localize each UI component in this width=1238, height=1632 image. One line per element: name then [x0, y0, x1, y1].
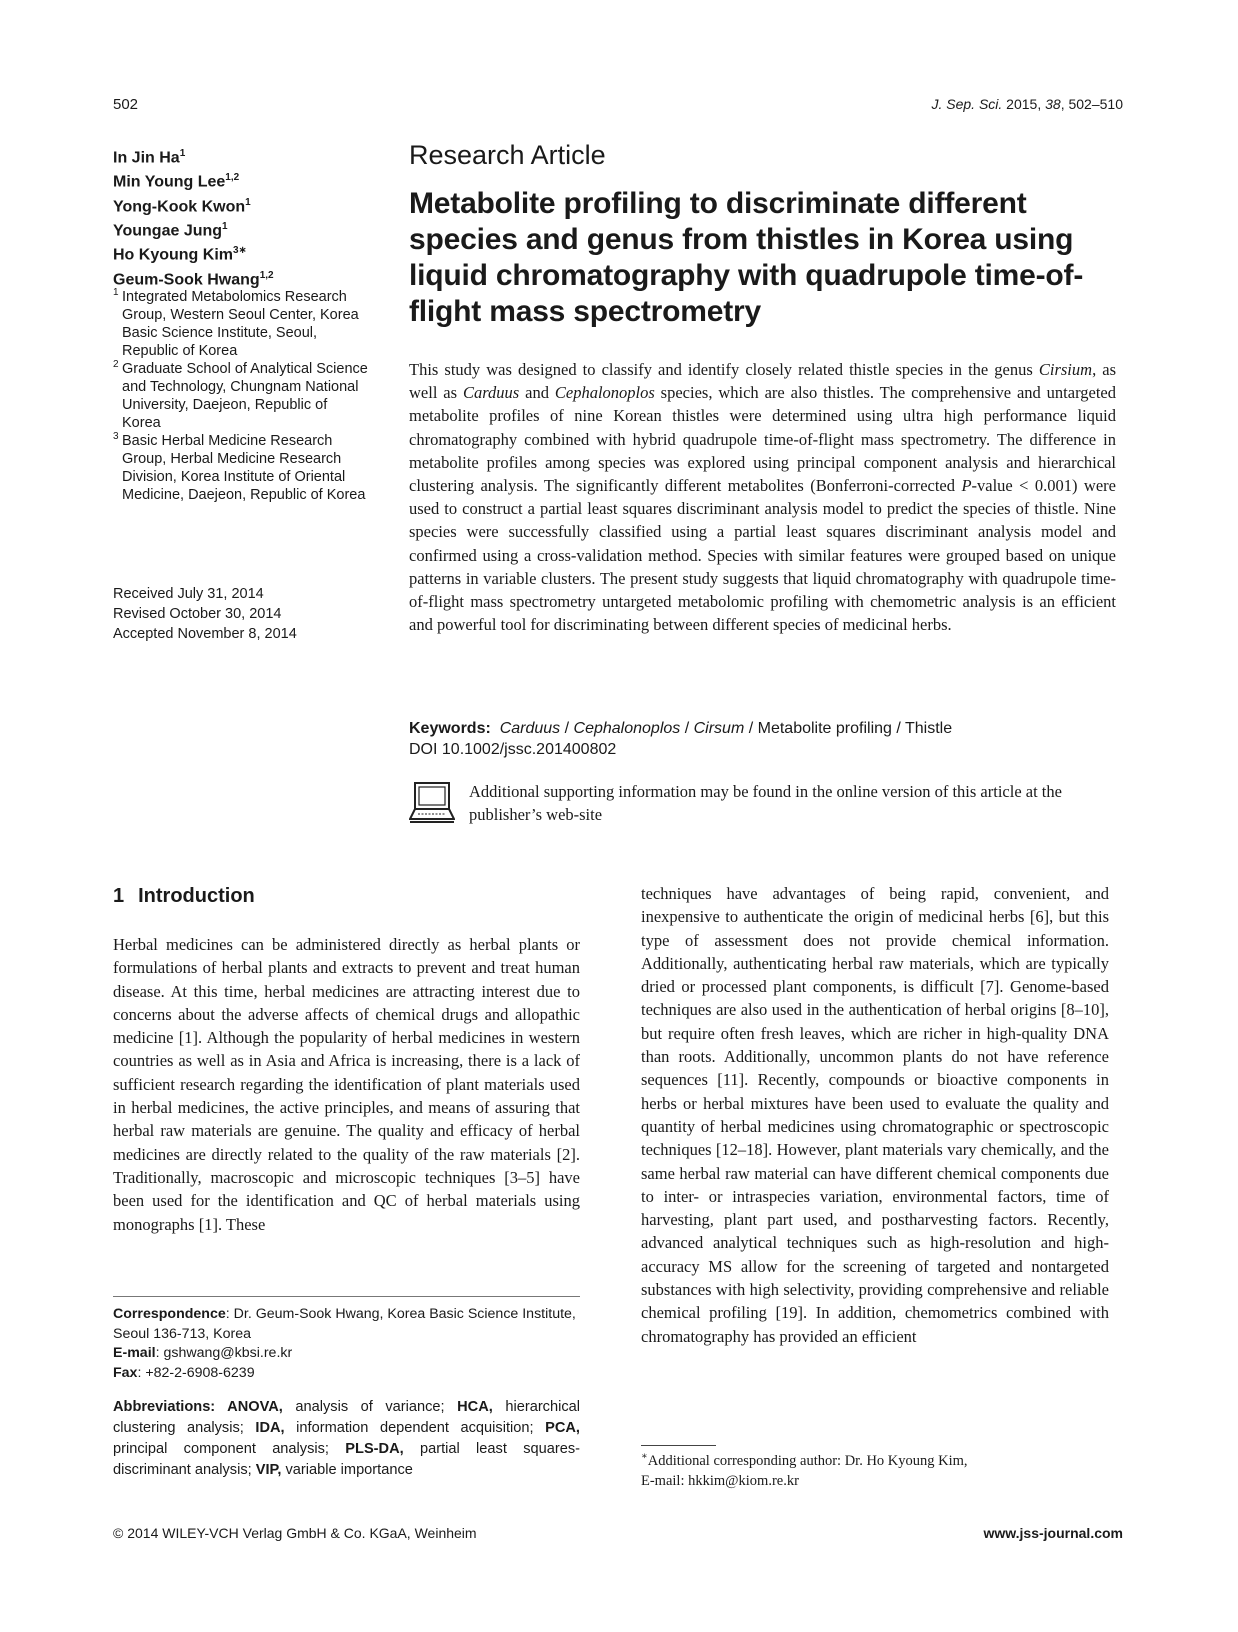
genus-name: Cirsium [1038, 360, 1093, 379]
footnote-divider [641, 1445, 716, 1446]
doi: DOI 10.1002/jssc.201400802 [409, 741, 617, 758]
article-dates [113, 584, 297, 644]
section-number: 1 [113, 885, 125, 907]
author: Youngae Jung$^1$ [113, 220, 228, 240]
journal-volume: 38 [1045, 96, 1061, 112]
affiliation: 3 Basic Herbal Medicine Research Group, Herbal Medicine Research Division, Korea Institute of Oriental Medicine, Daejeon, Republic of Korea [113, 431, 366, 503]
footnote: ∗Additional corresponding author: Dr. Ho Kyoung Kim, E-mail: hkkim@kiom.re.kr [641, 1451, 968, 1489]
supporting-info-text: Additional supporting information may be found in the online version of this article at the publisher’s web-site [469, 782, 1062, 824]
keyword: Cephalonoplos [573, 720, 681, 737]
date-accepted: Accepted November 8, 2014 [113, 626, 297, 642]
journal-name: J. Sep. Sci. [931, 96, 1003, 112]
abstract: This study was designed to classify and identify closely related thistle species in the genus Cirsium, as well as Carduus and Cephalonoplos species, which are also thistles. The comprehensive and untargeted metabolite profiles of nine Korean thistles were determined using ultra high performance liquid chromatography combined with hybrid quadrupole time-of-flight mass spectrometry. The difference in metabolite profiles among species was explored using principal component analysis and hierarchical clustering analysis. The significantly different metabolites (Bonferroni-corrected P-value < 0.001) were used to construct a partial least squares discriminant analysis model to predict the species of thistle. Nine species were successfully classified using a partial least squares discriminant analysis model and confirmed using a cross-validation method. Species with similar features were grouped based on unique patterns in variable clusters. The present study suggests that liquid chromatography with quadrupole time-of-flight mass spectrometry untargeted metabolomic profiling with chemometric analysis is an efficient and powerful tool for discriminating between different species of medicinal herbs. [409, 360, 1117, 635]
footnote-mark: ∗ [641, 1451, 648, 1462]
journal-reference [931, 96, 1123, 112]
journal-pages: , 502–510 [1060, 96, 1123, 112]
keyword: Carduus [499, 720, 561, 737]
section-title: Introduction [138, 885, 255, 907]
genus-name: Cephalonoplos [554, 383, 655, 403]
author: In Jin Ha$^1$ [113, 148, 186, 167]
keyword-line: Keywords: Carduus / Cephalonoplos / Cirsum / Metabolite profiling / Thistle [409, 720, 953, 737]
page-number: 502 [113, 96, 139, 113]
author-list [113, 144, 363, 290]
copyright: © 2014 WILEY-VCH Verlag GmbH & Co. KGaA, Weinheim [113, 1525, 477, 1541]
affiliation: 2 Graduate School of Analytical Science and Technology, Chungnam National University, Daejeon, Republic of Korea [113, 359, 368, 431]
correspondence-email: E-mail: gshwang@kbsi.re.kr [113, 1345, 293, 1361]
article-type: Research Article [409, 140, 606, 170]
date-received: Received July 31, 2014 [113, 586, 264, 602]
correspondence-fax: Fax: +82-2-6908-6239 [113, 1364, 255, 1381]
body-column-left: Herbal medicines can be administered directly as herbal plants or formulations of herbal plants and extracts to prevent and treat human disease. At this time, herbal medicines are attracting interest due to concerns about the adverse affects of chemical drugs and allopathic medicine [1]. Although the popularity of herbal medicines in western countries as well as in Asia and Africa is increasing, there is a lack of sufficient research regarding the identification of plant materials used in herbal medicines, the active principles, and means of assuring that herbal raw materials are genuine. The quality and efficacy of herbal medicines are directly related to the quality of the raw materials [2]. Traditionally, macroscopic and microscopic techniques [3–5] have been used for the identification and QC of herbal materials using monographs [1]. These [113, 935, 580, 1234]
author: Ho Kyoung Kim$^{3∗}$ [113, 245, 247, 264]
author: Min Young Lee$^{1,2}$ [113, 172, 240, 191]
journal-website: www.jss-journal.com [983, 1525, 1123, 1541]
correspondence [113, 1305, 580, 1383]
affiliation-list [113, 288, 368, 504]
keywords-label: Keywords: [409, 720, 491, 737]
keyword: Cirsum [693, 720, 745, 737]
correspondence-address: Correspondence: Dr. Geum-Sook Hwang, Korea Basic Science Institute, Seoul 136-713, Korea [113, 1306, 576, 1342]
divider [113, 1296, 580, 1297]
p-variable: P [961, 476, 972, 496]
date-revised: Revised October 30, 2014 [113, 606, 282, 622]
computer-icon [409, 782, 455, 824]
author: Yong-Kook Kwon$^1$ [113, 196, 251, 215]
abbreviations: Abbreviations: ANOVA, analysis of variance; HCA, hierarchical clustering analysis; IDA, information dependent acquisition; PCA, principal component analysis; PLS-DA, partial least squares-discriminant analysis; VIP, variable importance [113, 1399, 580, 1478]
journal-year: 2015, [1002, 96, 1046, 112]
article-title: Metabolite profiling to discriminate different species and genus from thistles in Korea using liquid chromatography with quadrupole time-of-flight mass spectrometry [409, 187, 1084, 328]
affiliation: 1 Integrated Metabolomics Research Group, Western Seoul Center, Korea Basic Science Institute, Seoul, Republic of Korea [113, 287, 359, 359]
author: Geum-Sook Hwang$^{1,2}$ [113, 269, 274, 288]
keywords [409, 718, 1119, 760]
body-column-right: techniques have advantages of being rapid, convenient, and inexpensive to authenticate the origin of medicinal herbs [6], but this type of assessment does not provide chemical information. Additionally, authenticating herbal raw materials, which are typically dried or processed plant components, is difficult [7]. Genome-based techniques are also used in the authentication of herbal origins [8–10], but require often fresh leaves, which are richer in high-quality DNA than roots. Additionally, uncommon plants do not have reference sequences [11]. Recently, compounds or bioactive components in herbs or herbal mixtures have been used to evaluate the quality and quantity of herbal medicines using chromatographic or spectroscopic techniques [12–18]. However, plant materials vary chemically, and the same herbal raw material can have different chemical components due to inter- or intraspecies variation, environmental factors, time of harvesting, plant part used, and postharvesting factors. Recently, advanced analytical techniques such as high-resolution and high-accuracy MS allow for the screening of targeted and nontargeted substances with high selectivity, providing comprehensive and reliable chemical profiling [19]. In addition, chemometrics combined with chromatography has provided an efficient [641, 884, 1109, 1346]
genus-name: Carduus [462, 383, 520, 403]
section-heading [113, 885, 255, 908]
